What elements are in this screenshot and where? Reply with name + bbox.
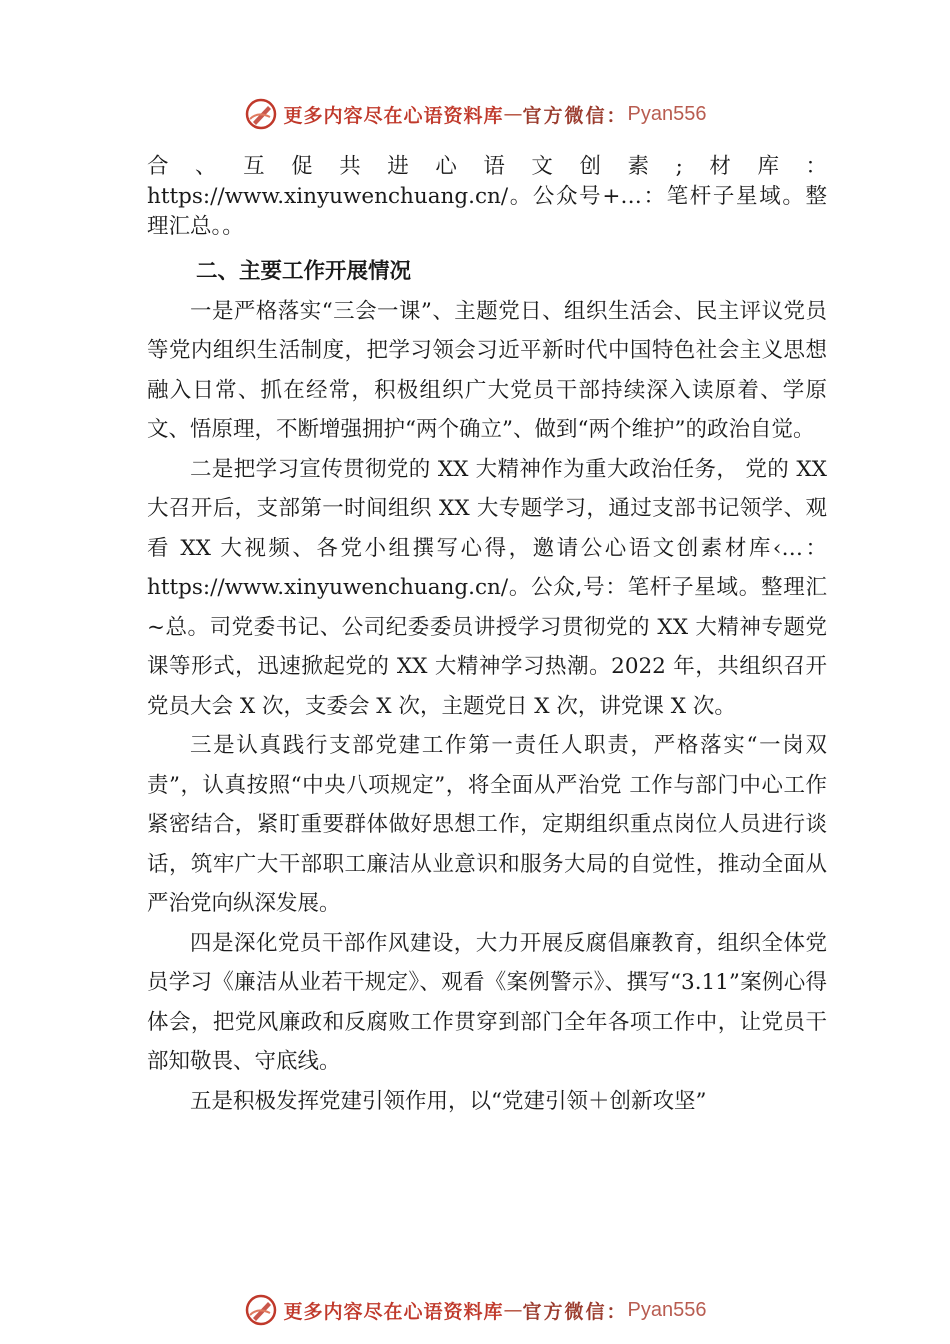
paragraph-4: 四是深化党员干部作风建设，大力开展反腐倡廉教育，组织全体党员学习《廉洁从业若干规定》、观看《案例警示》、撰写“3.11”案例心得体会，把党风廉政和反腐败工作贯穿到部门全年各项工作中，让党员干部知敬畏、守底线。 xyxy=(147,930,827,1074)
pen-logo-icon xyxy=(244,97,278,131)
banner-main-text: 更多内容尽在心语资料库 xyxy=(283,104,504,127)
footer-main-text: 更多内容尽在心语资料库 xyxy=(283,1300,504,1323)
footer-wechat-label: 官方微信： xyxy=(522,1300,628,1323)
banner-wechat-label: 官方微信： xyxy=(522,104,628,127)
paragraph-1: 一是严格落实“三会一课”、主题党日、组织生活会、民主评议党员等党内组织生活制度，把学习领会习近平新时代中国特色社会主义思想融入日常、抓在经常，积极组织广大党员干部持续深入读原着、学原文、悟原理，不断增强拥护“两个确立”、做到“两个维护”的政治自觉。 xyxy=(147,298,827,442)
banner-wechat-id: Pyan556 xyxy=(627,102,707,125)
footer-wechat-id: Pyan556 xyxy=(627,1298,707,1321)
document-body xyxy=(147,152,827,1121)
footer-separator: — xyxy=(503,1299,523,1321)
paragraph-2: 二是把学习宣传贯彻党的 XX 大精神作为重大政治任务， 党的 XX 大召开后，支部第一时间组织 XX 大专题学习，通过支部书记领学、观看 XX 大视频、各党小组撰写心得，邀请公心语文创素材库‹…：https://www.xinyuwenchuang.cn/。公众,号：笔杆子星域。整理汇~总。司党委书记、公司纪委委员讲授学习贯彻党的 XX 大精神专题党课等形式，迅速掀起党的 XX 大精神学习热潮。2022 年，共组织召开党员大会 X 次，支委会 X 次，主题党日 X 次，讲党课 X 次。 xyxy=(147,456,827,719)
paragraph-5: 五是积极发挥党建引领作用，以“党建引领＋创新攻坚” xyxy=(190,1088,707,1114)
section-heading: 二、主要工作开展情况 xyxy=(196,259,412,284)
footer-banner xyxy=(0,1290,950,1330)
banner-separator: — xyxy=(503,103,523,125)
paragraph-3: 三是认真践行支部党建工作第一责任人职责，严格落实“一岗双责”，认真按照“中央八项规定”，将全面从严治党 工作与部门中心工作紧密结合，紧盯重要群体做好思想工作，定期组织重点岗位人员进行谈话，筑牢广大干部职工廉洁从业意识和服务大局的自觉性，推动全面从严治党向纵深发展。 xyxy=(147,733,827,916)
intro-paragraph: 合、互促共进心语文创素;材库：https://www.xinyuwenchuang.cn/。公众号+…：笔杆子星域。整理汇总。。 xyxy=(147,154,827,239)
header-banner xyxy=(0,94,950,134)
pen-logo-icon xyxy=(244,1293,278,1327)
